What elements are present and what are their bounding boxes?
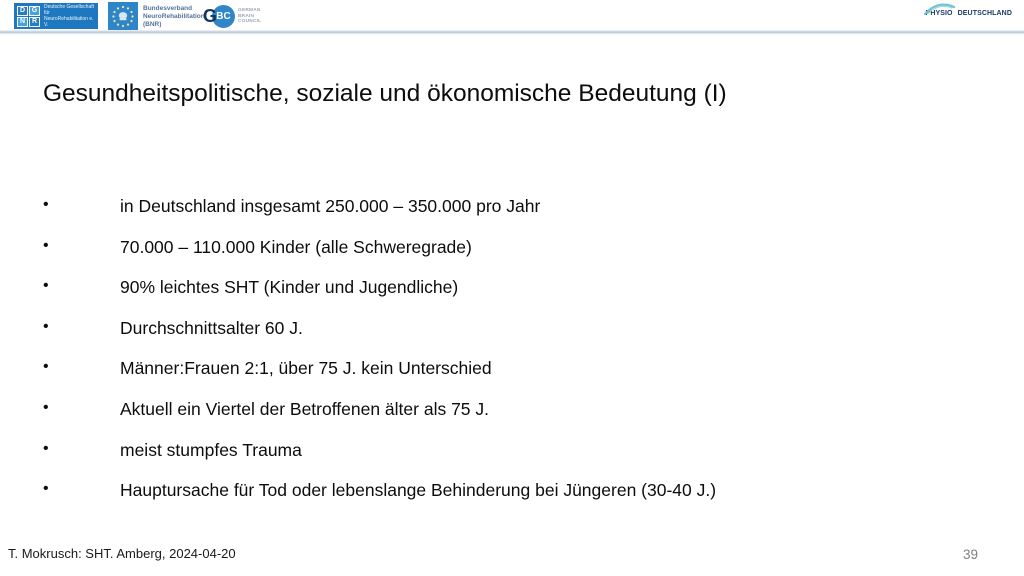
physio-deutschland-logo	[926, 10, 1012, 17]
bullet-marker-icon: •	[43, 358, 49, 376]
dgnr-logo	[14, 3, 98, 29]
footer-source: T. Mokrusch: SHT. Amberg, 2024-04-20	[8, 546, 236, 561]
gbc-logo	[203, 5, 261, 28]
bullet-text: in Deutschland insgesamt 250.000 – 350.000 pro Jahr	[120, 196, 541, 216]
gbc-letter-g: G	[203, 6, 217, 26]
bullet-marker-icon: •	[43, 398, 49, 416]
logo-bar	[0, 0, 1024, 31]
physio-word	[926, 10, 955, 17]
gbc-name-line3: COUNCIL	[238, 19, 262, 25]
dgnr-letter-grid	[17, 6, 40, 27]
bullet-marker-icon: •	[43, 236, 49, 254]
bullet-text: Aktuell ein Viertel der Betroffenen älter als 75 J.	[120, 398, 490, 419]
header-divider	[0, 30, 1024, 35]
physio-word-text: PHYSIO	[925, 10, 953, 17]
bullet-marker-icon: •	[43, 196, 49, 213]
bullet-marker-icon: •	[43, 439, 49, 457]
gbc-name	[238, 8, 261, 25]
bullet-item	[43, 358, 983, 399]
bullet-item	[43, 318, 983, 359]
bullet-marker-icon: •	[43, 480, 49, 498]
dgnr-letter-d: D	[17, 6, 28, 16]
dgnr-letter-r: R	[29, 17, 40, 27]
dgnr-name-line1: Deutsche Gesellschaft für	[44, 4, 95, 16]
slide-title: Gesundheitspolitische, soziale und ökonomische Bedeutung (I)	[43, 80, 727, 107]
dgnr-name	[44, 4, 95, 28]
bullet-item	[43, 277, 983, 318]
bnr-name	[143, 2, 205, 29]
dgnr-letter-g: G	[29, 6, 40, 16]
bullet-item	[43, 399, 983, 440]
bullet-item	[43, 237, 983, 278]
page-number: 39	[963, 547, 979, 562]
bullet-item	[43, 480, 983, 521]
bnr-name-line1: Bundesverband	[143, 5, 193, 12]
bnr-logo	[108, 2, 205, 30]
gbc-name-line2: BRAIN	[238, 13, 255, 19]
bnr-name-line2: NeuroRehabilitation	[143, 13, 205, 20]
bnr-emblem-icon	[108, 2, 138, 30]
bullet-marker-icon: •	[43, 277, 49, 295]
gbc-name-line1: GERMAN	[238, 8, 261, 14]
bullet-marker-icon: •	[43, 317, 49, 335]
physio-swoosh-icon	[924, 3, 958, 15]
bullet-text: 70.000 – 110.000 Kinder (alle Schweregrade)	[120, 236, 472, 257]
bullet-text: meist stumpfes Trauma	[120, 439, 302, 460]
bullet-list	[43, 196, 983, 521]
dgnr-letter-n: N	[17, 17, 28, 27]
gbc-circle-icon: BC	[212, 5, 235, 28]
dgnr-name-line2: NeuroRehabilitation e. V.	[44, 16, 94, 28]
bullet-text: Durchschnittsalter 60 J.	[120, 317, 303, 338]
bullet-text: 90% leichtes SHT (Kinder und Jugendliche)	[120, 277, 459, 298]
bullet-text: Hauptursache für Tod oder lebenslange Behinderung bei Jüngeren (30-40 J.)	[120, 480, 717, 501]
bullet-item	[43, 196, 983, 237]
bnr-name-line3: (BNR)	[143, 21, 162, 28]
bullet-item	[43, 440, 983, 481]
deutschland-word-text: DEUTSCHLAND	[957, 10, 1012, 17]
bullet-text: Männer:Frauen 2:1, über 75 J. kein Unterschied	[120, 358, 492, 379]
